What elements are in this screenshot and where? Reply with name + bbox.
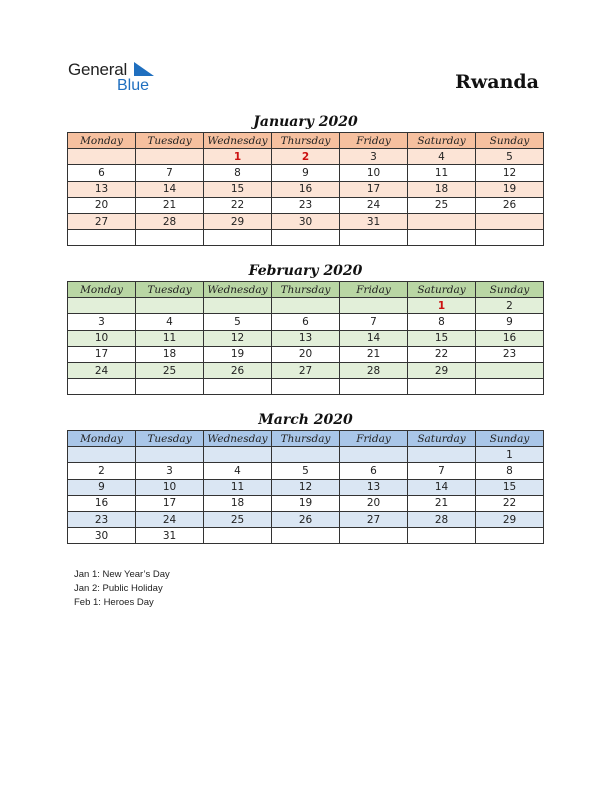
day-cell <box>408 379 476 395</box>
day-cell: 11 <box>204 479 272 495</box>
weekday-header: Monday <box>68 282 136 298</box>
day-cell <box>272 528 340 544</box>
day-cell <box>476 379 544 395</box>
day-cell <box>408 230 476 246</box>
day-cell <box>340 528 408 544</box>
calendar-table <box>67 132 544 246</box>
logo-word-blue: Blue <box>117 77 150 94</box>
day-cell: 18 <box>408 181 476 197</box>
day-cell: 28 <box>136 213 204 229</box>
day-cell <box>272 447 340 463</box>
day-cell: 5 <box>476 149 544 165</box>
day-cell: 21 <box>136 197 204 213</box>
calendar-table <box>67 281 544 395</box>
day-cell: 2 <box>476 298 544 314</box>
day-cell <box>476 213 544 229</box>
week-row <box>68 181 544 197</box>
day-cell <box>136 149 204 165</box>
day-cell: 22 <box>204 197 272 213</box>
day-cell: 12 <box>204 330 272 346</box>
day-cell: 30 <box>272 213 340 229</box>
week-row <box>68 149 544 165</box>
day-cell: 2 <box>272 149 340 165</box>
weekday-header-row <box>68 133 544 149</box>
day-cell: 6 <box>68 165 136 181</box>
weekday-header: Friday <box>340 133 408 149</box>
week-row <box>68 230 544 246</box>
day-cell: 16 <box>272 181 340 197</box>
day-cell: 1 <box>204 149 272 165</box>
day-cell <box>204 379 272 395</box>
weekday-header: Wednesday <box>204 133 272 149</box>
weekday-header: Tuesday <box>136 282 204 298</box>
weekday-header: Saturday <box>408 282 476 298</box>
weekday-header: Wednesday <box>204 431 272 447</box>
day-cell <box>68 149 136 165</box>
day-cell: 16 <box>476 330 544 346</box>
day-cell <box>204 528 272 544</box>
weekday-header: Friday <box>340 431 408 447</box>
day-cell: 9 <box>476 314 544 330</box>
weekday-header: Saturday <box>408 133 476 149</box>
day-cell: 13 <box>68 181 136 197</box>
week-row <box>68 314 544 330</box>
week-row <box>68 362 544 378</box>
day-cell: 11 <box>408 165 476 181</box>
weekday-header: Saturday <box>408 431 476 447</box>
month-title: February 2020 <box>248 263 363 279</box>
day-cell: 24 <box>340 197 408 213</box>
week-row <box>68 511 544 527</box>
day-cell <box>136 447 204 463</box>
day-cell <box>204 447 272 463</box>
day-cell: 19 <box>204 346 272 362</box>
day-cell: 5 <box>272 463 340 479</box>
day-cell: 8 <box>408 314 476 330</box>
day-cell: 26 <box>272 511 340 527</box>
holiday-note: Jan 1: New Year’s Day <box>74 569 170 580</box>
day-cell: 6 <box>272 314 340 330</box>
day-cell: 19 <box>272 495 340 511</box>
day-cell <box>340 230 408 246</box>
day-cell <box>204 230 272 246</box>
day-cell: 15 <box>476 479 544 495</box>
day-cell: 22 <box>408 346 476 362</box>
day-cell <box>272 230 340 246</box>
weekday-header: Sunday <box>476 133 544 149</box>
day-cell: 3 <box>68 314 136 330</box>
day-cell: 15 <box>204 181 272 197</box>
weekday-header: Thursday <box>272 282 340 298</box>
day-cell <box>476 362 544 378</box>
day-cell: 1 <box>408 298 476 314</box>
logo-triangle-icon <box>134 62 154 76</box>
week-row <box>68 379 544 395</box>
day-cell: 29 <box>204 213 272 229</box>
day-cell: 9 <box>272 165 340 181</box>
month-title: January 2020 <box>253 114 358 130</box>
day-cell <box>408 447 476 463</box>
month-january <box>67 112 544 246</box>
day-cell: 23 <box>68 511 136 527</box>
day-cell: 14 <box>136 181 204 197</box>
day-cell: 24 <box>136 511 204 527</box>
day-cell: 3 <box>136 463 204 479</box>
week-row <box>68 298 544 314</box>
day-cell: 13 <box>340 479 408 495</box>
day-cell: 5 <box>204 314 272 330</box>
day-cell <box>408 213 476 229</box>
day-cell: 7 <box>408 463 476 479</box>
day-cell <box>136 298 204 314</box>
day-cell: 30 <box>68 528 136 544</box>
week-row <box>68 495 544 511</box>
day-cell: 27 <box>340 511 408 527</box>
weekday-header-row <box>68 282 544 298</box>
day-cell: 13 <box>272 330 340 346</box>
day-cell: 7 <box>340 314 408 330</box>
month-title: March 2020 <box>258 412 353 428</box>
day-cell: 20 <box>272 346 340 362</box>
day-cell: 28 <box>408 511 476 527</box>
day-cell: 18 <box>204 495 272 511</box>
day-cell: 17 <box>340 181 408 197</box>
day-cell: 10 <box>340 165 408 181</box>
day-cell <box>68 230 136 246</box>
day-cell: 10 <box>136 479 204 495</box>
day-cell <box>136 379 204 395</box>
day-cell: 2 <box>68 463 136 479</box>
week-row <box>68 346 544 362</box>
day-cell: 12 <box>272 479 340 495</box>
month-march <box>67 410 544 544</box>
day-cell <box>340 379 408 395</box>
day-cell: 27 <box>68 213 136 229</box>
weekday-header: Monday <box>68 431 136 447</box>
day-cell: 25 <box>408 197 476 213</box>
day-cell: 9 <box>68 479 136 495</box>
day-cell: 27 <box>272 362 340 378</box>
day-cell: 23 <box>476 346 544 362</box>
day-cell <box>408 528 476 544</box>
day-cell: 25 <box>204 511 272 527</box>
day-cell: 29 <box>476 511 544 527</box>
day-cell: 25 <box>136 362 204 378</box>
day-cell: 3 <box>340 149 408 165</box>
day-cell: 20 <box>68 197 136 213</box>
day-cell <box>272 298 340 314</box>
day-cell: 18 <box>136 346 204 362</box>
weekday-header: Wednesday <box>204 282 272 298</box>
day-cell <box>68 379 136 395</box>
month-february <box>67 261 544 395</box>
day-cell: 24 <box>68 362 136 378</box>
weekday-header: Friday <box>340 282 408 298</box>
day-cell: 16 <box>68 495 136 511</box>
day-cell <box>136 230 204 246</box>
week-row <box>68 213 544 229</box>
weekday-header: Tuesday <box>136 133 204 149</box>
holiday-note: Feb 1: Heroes Day <box>74 597 154 608</box>
weekday-header: Monday <box>68 133 136 149</box>
week-row <box>68 197 544 213</box>
country-title: Rwanda <box>455 71 539 93</box>
week-row <box>68 330 544 346</box>
weekday-header: Thursday <box>272 133 340 149</box>
day-cell <box>476 528 544 544</box>
day-cell: 4 <box>204 463 272 479</box>
day-cell: 28 <box>340 362 408 378</box>
week-row <box>68 165 544 181</box>
day-cell: 4 <box>408 149 476 165</box>
day-cell: 31 <box>340 213 408 229</box>
weekday-header: Sunday <box>476 431 544 447</box>
generalblue-logo <box>68 60 168 100</box>
day-cell: 4 <box>136 314 204 330</box>
day-cell: 1 <box>476 447 544 463</box>
day-cell: 14 <box>340 330 408 346</box>
day-cell: 11 <box>136 330 204 346</box>
day-cell: 19 <box>476 181 544 197</box>
day-cell: 7 <box>136 165 204 181</box>
logo-word-general: General <box>68 60 128 79</box>
day-cell <box>340 447 408 463</box>
day-cell: 14 <box>408 479 476 495</box>
calendar-table <box>67 430 544 544</box>
day-cell <box>476 230 544 246</box>
day-cell: 23 <box>272 197 340 213</box>
day-cell: 8 <box>204 165 272 181</box>
day-cell: 20 <box>340 495 408 511</box>
day-cell <box>68 298 136 314</box>
day-cell <box>272 379 340 395</box>
day-cell: 29 <box>408 362 476 378</box>
holiday-note: Jan 2: Public Holiday <box>74 583 163 594</box>
week-row <box>68 447 544 463</box>
week-row <box>68 528 544 544</box>
weekday-header-row <box>68 431 544 447</box>
day-cell <box>204 298 272 314</box>
day-cell: 26 <box>476 197 544 213</box>
day-cell: 26 <box>204 362 272 378</box>
day-cell: 6 <box>340 463 408 479</box>
day-cell <box>68 447 136 463</box>
day-cell: 17 <box>136 495 204 511</box>
day-cell: 21 <box>340 346 408 362</box>
holiday-notes <box>74 568 170 610</box>
weekday-header: Thursday <box>272 431 340 447</box>
day-cell: 8 <box>476 463 544 479</box>
week-row <box>68 463 544 479</box>
day-cell: 10 <box>68 330 136 346</box>
weekday-header: Sunday <box>476 282 544 298</box>
day-cell <box>340 298 408 314</box>
day-cell: 21 <box>408 495 476 511</box>
day-cell: 31 <box>136 528 204 544</box>
day-cell: 17 <box>68 346 136 362</box>
weekday-header: Tuesday <box>136 431 204 447</box>
day-cell: 22 <box>476 495 544 511</box>
day-cell: 12 <box>476 165 544 181</box>
week-row <box>68 479 544 495</box>
day-cell: 15 <box>408 330 476 346</box>
